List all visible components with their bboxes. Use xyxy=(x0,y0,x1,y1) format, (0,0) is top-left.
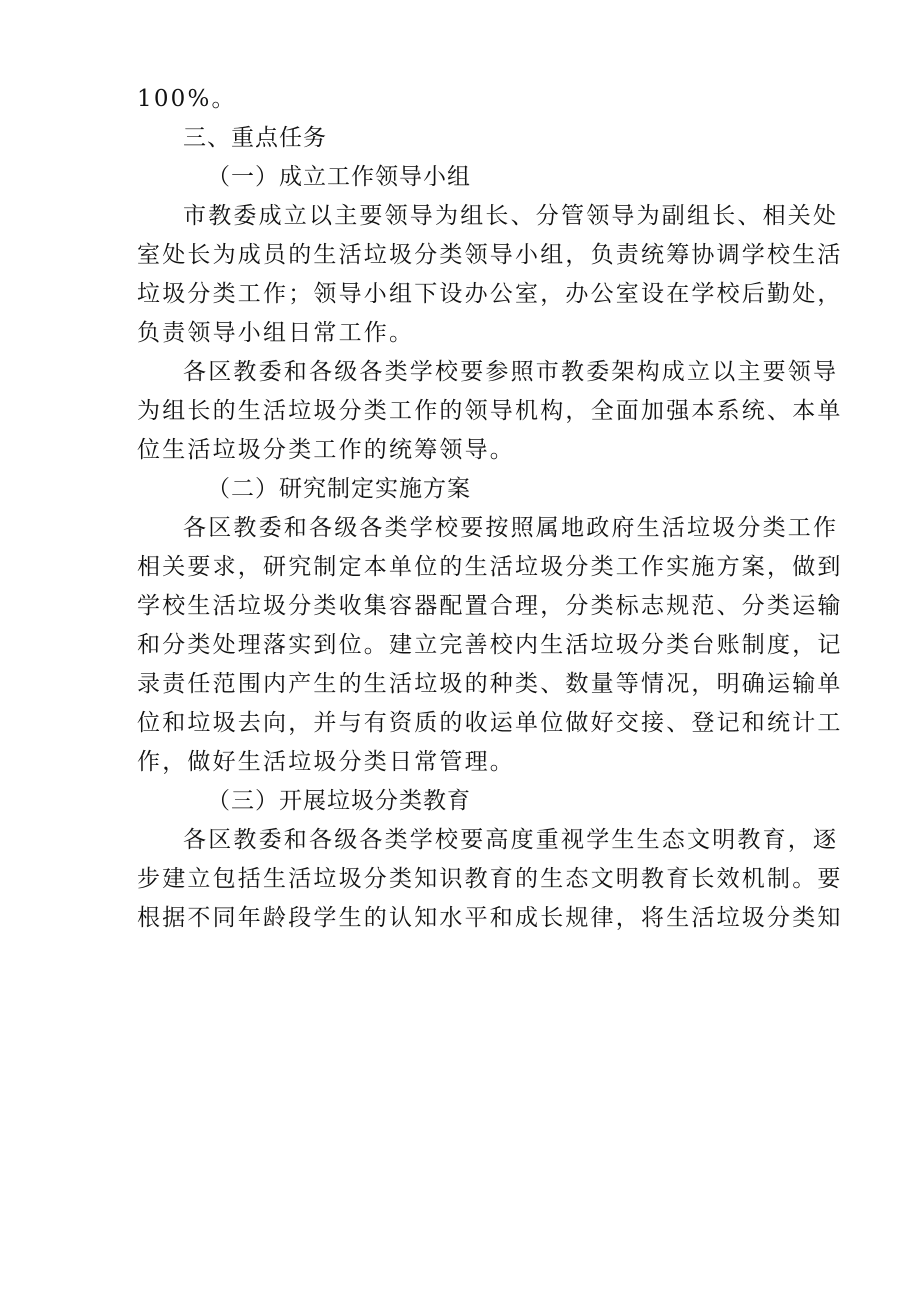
paragraph-line: 和分类处理落实到位。建立完善校内生活垃圾分类台账制度，记 xyxy=(137,632,843,658)
subsection-heading: （一）成立工作领导小组 xyxy=(207,164,471,190)
subsection-heading: （三）开展垃圾分类教育 xyxy=(207,788,471,814)
paragraph-line: 作，做好生活垃圾分类日常管理。 xyxy=(137,749,515,775)
paragraph-line: 市教委成立以主要领导为组长、分管领导为副组长、相关处 xyxy=(183,203,839,229)
paragraph-line: 录责任范围内产生的生活垃圾的种类、数量等情况，明确运输单 xyxy=(137,671,843,697)
paragraph-line: 位生活垃圾分类工作的统筹领导。 xyxy=(137,437,515,463)
paragraph-line: 负责领导小组日常工作。 xyxy=(137,320,415,346)
paragraph-line: 位和垃圾去向，并与有资质的收运单位做好交接、登记和统计工 xyxy=(137,710,843,736)
paragraph-line: 为组长的生活垃圾分类工作的领导机构，全面加强本系统、本单 xyxy=(137,398,843,424)
body-line: 100%。 xyxy=(137,86,237,112)
document-body xyxy=(137,80,843,938)
paragraph-line: 相关要求，研究制定本单位的生活垃圾分类工作实施方案，做到 xyxy=(137,554,843,580)
subsection-heading: （二）研究制定实施方案 xyxy=(207,476,471,502)
paragraph-line: 室处长为成员的生活垃圾分类领导小组，负责统筹协调学校生活 xyxy=(137,242,843,268)
paragraph-line: 学校生活垃圾分类收集容器配置合理，分类标志规范、分类运输 xyxy=(137,593,843,619)
section-heading: 三、重点任务 xyxy=(183,125,327,151)
paragraph-line: 根据不同年龄段学生的认知水平和成长规律，将生活垃圾分类知 xyxy=(137,905,843,931)
paragraph-line: 各区教委和各级各类学校要按照属地政府生活垃圾分类工作 xyxy=(183,515,839,541)
paragraph-line: 垃圾分类工作；领导小组下设办公室，办公室设在学校后勤处， xyxy=(137,281,843,307)
paragraph-line: 各区教委和各级各类学校要参照市教委架构成立以主要领导 xyxy=(183,359,839,385)
paragraph-line: 步建立包括生活垃圾分类知识教育的生态文明教育长效机制。要 xyxy=(137,866,843,892)
paragraph-line: 各区教委和各级各类学校要高度重视学生生态文明教育，逐 xyxy=(183,827,839,853)
